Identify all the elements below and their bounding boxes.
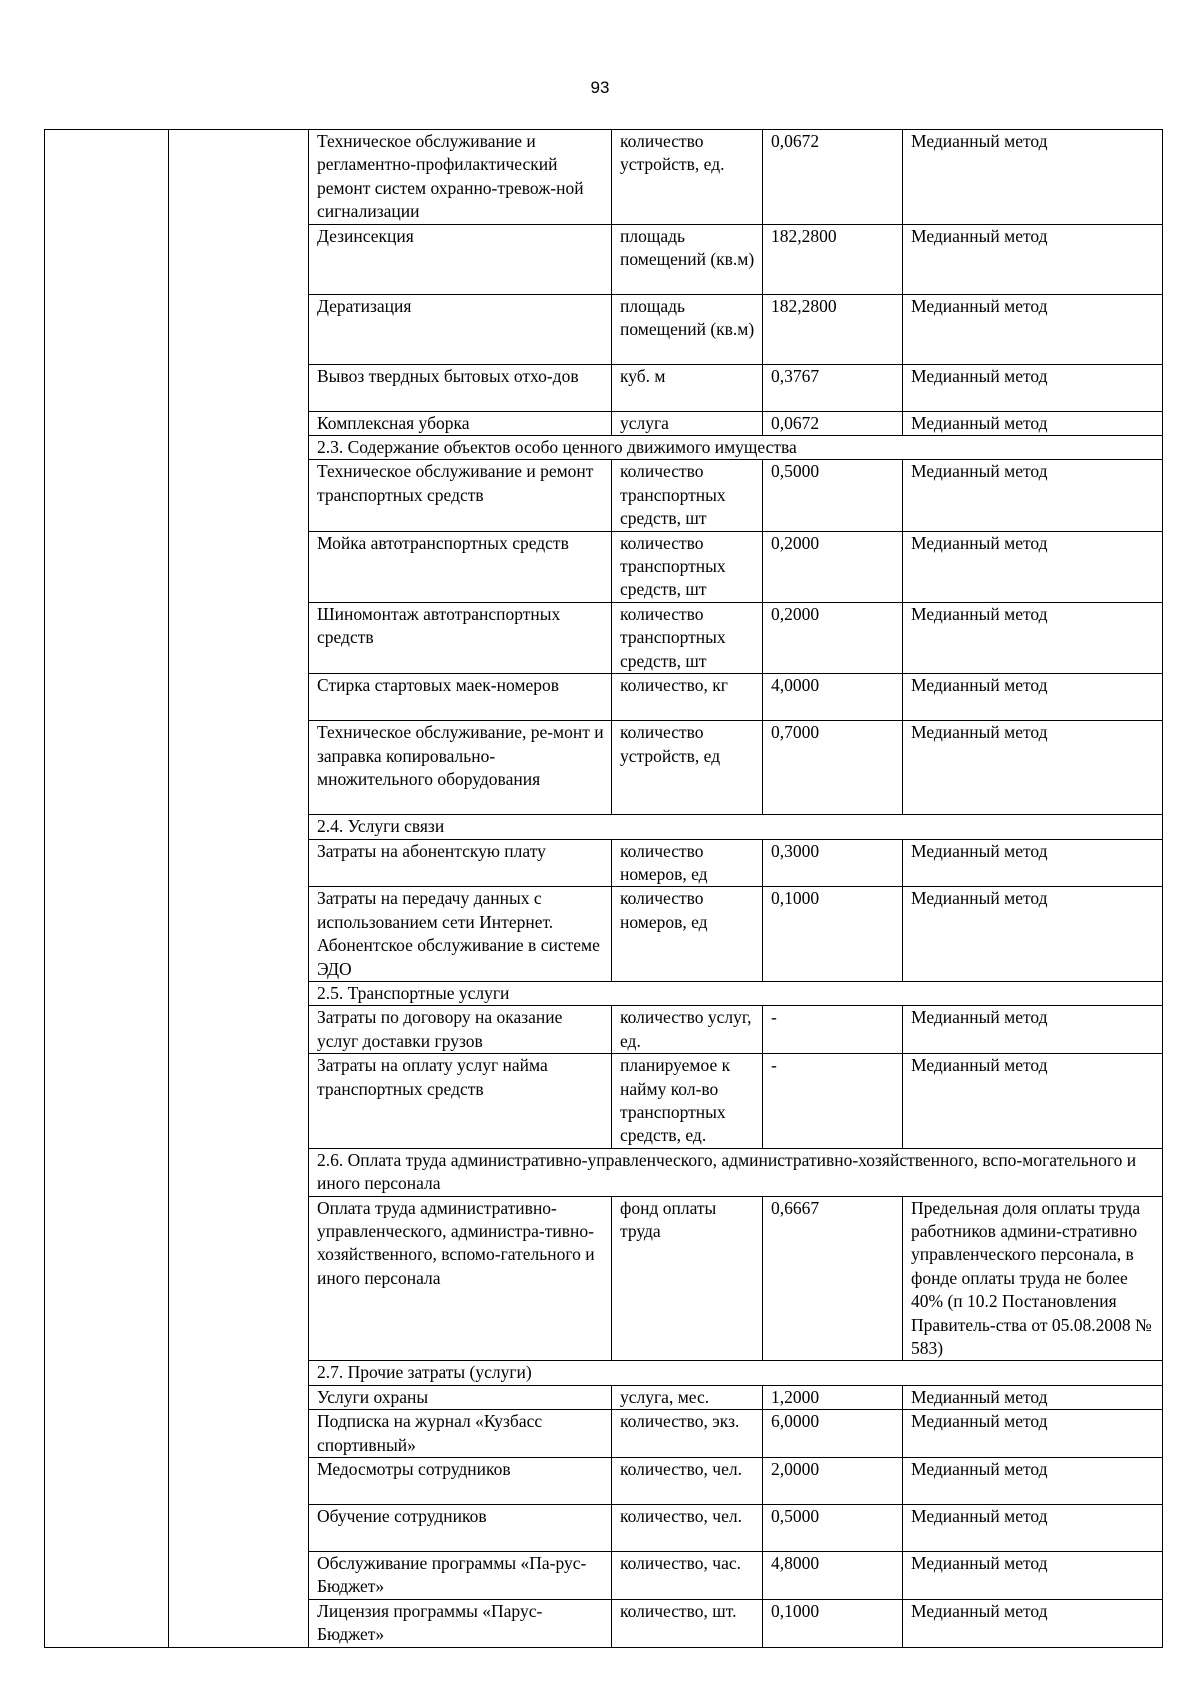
blank-column-1 <box>45 130 169 1648</box>
item-name-cell: Медосмотры сотрудников <box>309 1458 612 1505</box>
unit-cell: площадь помещений (кв.м) <box>612 224 763 294</box>
method-cell: Медианный метод <box>903 1458 1163 1505</box>
section-title: 2.5. Транспортные услуги <box>309 981 1163 1005</box>
unit-cell: количество, шт. <box>612 1599 763 1647</box>
item-name-cell: Подписка на журнал «Кузбасс спортивный» <box>309 1410 612 1458</box>
value-cell: 1,2000 <box>763 1385 903 1409</box>
item-name-cell: Дератизация <box>309 294 612 364</box>
unit-cell: планируемое к найму кол-во транспортных средств, ед. <box>612 1054 763 1149</box>
item-name-cell: Лицензия программы «Парус-Бюджет» <box>309 1599 612 1647</box>
unit-cell: количество, чел. <box>612 1505 763 1552</box>
item-name-cell: Затраты на оплату услуг найма транспортных средств <box>309 1054 612 1149</box>
value-cell: 0,1000 <box>763 1599 903 1647</box>
item-name-cell: Шиномонтаж автотранспортных средств <box>309 602 612 673</box>
value-cell: 2,0000 <box>763 1458 903 1505</box>
value-cell: 4,8000 <box>763 1552 903 1600</box>
method-cell: Медианный метод <box>903 130 1163 225</box>
unit-cell: количество услуг, ед. <box>612 1006 763 1054</box>
value-cell: 0,5000 <box>763 1505 903 1552</box>
value-cell: 0,2000 <box>763 602 903 673</box>
method-cell: Медианный метод <box>903 1410 1163 1458</box>
page-number: 93 <box>590 78 610 97</box>
unit-cell: услуга <box>612 411 763 435</box>
cost-norms-table <box>44 129 1163 1648</box>
value-cell: 0,2000 <box>763 531 903 602</box>
item-name-cell: Техническое обслуживание и регламентно-профилактический ремонт систем охранно-тревож-ной сигнализации <box>309 130 612 225</box>
value-cell: - <box>763 1006 903 1054</box>
value-cell: 0,5000 <box>763 460 903 531</box>
method-cell: Медианный метод <box>903 1385 1163 1409</box>
method-cell: Медианный метод <box>903 721 1163 815</box>
method-cell: Медианный метод <box>903 1505 1163 1552</box>
item-name-cell: Затраты на абонентскую плату <box>309 839 612 887</box>
method-cell: Медианный метод <box>903 1552 1163 1600</box>
method-cell: Медианный метод <box>903 1054 1163 1149</box>
value-cell: 0,6667 <box>763 1196 903 1361</box>
value-cell: 0,7000 <box>763 721 903 815</box>
item-name-cell: Вывоз твердных бытовых отхо-дов <box>309 364 612 411</box>
item-name-cell: Обслуживание программы «Па-рус-Бюджет» <box>309 1552 612 1600</box>
unit-cell: фонд оплаты труда <box>612 1196 763 1361</box>
value-cell: 4,0000 <box>763 674 903 721</box>
blank-column-2 <box>169 130 309 1648</box>
section-title: 2.3. Содержание объектов особо ценного движимого имущества <box>309 436 1163 460</box>
value-cell: 0,1000 <box>763 887 903 982</box>
method-cell: Предельная доля оплаты труда работников админи-стративно управленческого персонала, в фонде оплаты труда не более 40% (п 10.2 Постановления Правитель-ства от 05.08.2008 № 583) <box>903 1196 1163 1361</box>
unit-cell: количество номеров, ед <box>612 887 763 982</box>
method-cell: Медианный метод <box>903 224 1163 294</box>
unit-cell: услуга, мес. <box>612 1385 763 1409</box>
unit-cell: количество транспортных средств, шт <box>612 460 763 531</box>
method-cell: Медианный метод <box>903 294 1163 364</box>
item-name-cell: Оплата труда административно-управленческого, администра-тивно-хозяйственного, вспомо-гательного и иного персонала <box>309 1196 612 1361</box>
unit-cell: количество номеров, ед <box>612 839 763 887</box>
value-cell: - <box>763 1054 903 1149</box>
section-title: 2.4. Услуги связи <box>309 815 1163 839</box>
method-cell: Медианный метод <box>903 602 1163 673</box>
table-body <box>45 130 1163 1648</box>
unit-cell: площадь помещений (кв.м) <box>612 294 763 364</box>
unit-cell: количество, экз. <box>612 1410 763 1458</box>
unit-cell: куб. м <box>612 364 763 411</box>
item-name-cell: Техническое обслуживание и ремонт транспортных средств <box>309 460 612 531</box>
method-cell: Медианный метод <box>903 839 1163 887</box>
value-cell: 0,3000 <box>763 839 903 887</box>
unit-cell: количество устройств, ед. <box>612 130 763 225</box>
unit-cell: количество транспортных средств, шт <box>612 531 763 602</box>
method-cell: Медианный метод <box>903 887 1163 982</box>
item-name-cell: Мойка автотранспортных средств <box>309 531 612 602</box>
value-cell: 0,0672 <box>763 411 903 435</box>
value-cell: 182,2800 <box>763 224 903 294</box>
value-cell: 0,3767 <box>763 364 903 411</box>
value-cell: 0,0672 <box>763 130 903 225</box>
item-name-cell: Затраты по договору на оказание услуг доставки грузов <box>309 1006 612 1054</box>
item-name-cell: Комплексная уборка <box>309 411 612 435</box>
table-row <box>45 130 1163 225</box>
item-name-cell: Дезинсекция <box>309 224 612 294</box>
unit-cell: количество, чел. <box>612 1458 763 1505</box>
section-title: 2.6. Оплата труда административно-управленческого, административно-хозяйственного, вспо-могательного и иного персонала <box>309 1148 1163 1196</box>
unit-cell: количество устройств, ед <box>612 721 763 815</box>
method-cell: Медианный метод <box>903 364 1163 411</box>
method-cell: Медианный метод <box>903 674 1163 721</box>
method-cell: Медианный метод <box>903 460 1163 531</box>
item-name-cell: Стирка стартовых маек-номеров <box>309 674 612 721</box>
item-name-cell: Услуги охраны <box>309 1385 612 1409</box>
method-cell: Медианный метод <box>903 411 1163 435</box>
unit-cell: количество, час. <box>612 1552 763 1600</box>
method-cell: Медианный метод <box>903 531 1163 602</box>
item-name-cell: Обучение сотрудников <box>309 1505 612 1552</box>
item-name-cell: Техническое обслуживание, ре-монт и заправка копировально-множительного оборудования <box>309 721 612 815</box>
item-name-cell: Затраты на передачу данных с использованием сети Интернет. Абонентское обслуживание в системе ЭДО <box>309 887 612 982</box>
section-title: 2.7. Прочие затраты (услуги) <box>309 1361 1163 1385</box>
value-cell: 182,2800 <box>763 294 903 364</box>
unit-cell: количество транспортных средств, шт <box>612 602 763 673</box>
method-cell: Медианный метод <box>903 1006 1163 1054</box>
unit-cell: количество, кг <box>612 674 763 721</box>
value-cell: 6,0000 <box>763 1410 903 1458</box>
method-cell: Медианный метод <box>903 1599 1163 1647</box>
